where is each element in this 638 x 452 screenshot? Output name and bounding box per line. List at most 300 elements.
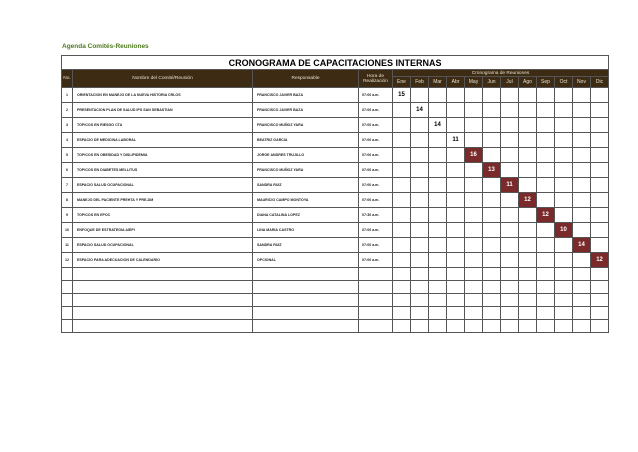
row-time: 07:00 a.m. xyxy=(359,193,393,208)
empty-cell xyxy=(573,294,591,307)
schedule-cell xyxy=(411,118,429,133)
empty-cell xyxy=(411,307,429,320)
row-time: 07:00 a.m. xyxy=(359,178,393,193)
schedule-cell xyxy=(393,238,411,253)
sheet-label: Agenda Comités-Reuniones xyxy=(62,43,149,50)
schedule-table xyxy=(61,55,609,333)
empty-cell xyxy=(537,294,555,307)
schedule-cell xyxy=(483,193,501,208)
row-name: ESPACIO SALUD OCUPACIONAL xyxy=(73,178,253,193)
row-responsible: FRANCISCO JAVIER BAZA xyxy=(253,103,359,118)
empty-cell xyxy=(519,281,537,294)
schedule-day: 11 xyxy=(447,133,465,148)
empty-cell xyxy=(411,281,429,294)
empty-cell xyxy=(447,268,465,281)
empty-cell xyxy=(537,281,555,294)
header-responsible: Responsable xyxy=(253,70,359,88)
empty-cell xyxy=(253,307,359,320)
row-number: 5 xyxy=(62,148,73,163)
schedule-cell xyxy=(465,163,483,178)
schedule-cell xyxy=(447,88,465,103)
header-month: Abr xyxy=(447,77,465,88)
row-responsible: FRANCISCO JAVIER BAZA xyxy=(253,88,359,103)
empty-cell xyxy=(591,294,609,307)
schedule-cell xyxy=(537,193,555,208)
empty-row xyxy=(62,281,609,294)
schedule-cell xyxy=(393,163,411,178)
empty-cell xyxy=(555,307,573,320)
schedule-cell xyxy=(393,133,411,148)
empty-cell xyxy=(501,307,519,320)
empty-cell xyxy=(62,268,73,281)
schedule-cell xyxy=(483,223,501,238)
empty-cell xyxy=(393,281,411,294)
row-responsible: OPCIONAL xyxy=(253,253,359,268)
empty-row xyxy=(62,268,609,281)
header-no: No. xyxy=(62,70,73,88)
schedule-cell xyxy=(591,193,609,208)
empty-cell xyxy=(483,268,501,281)
empty-cell xyxy=(359,320,393,333)
row-number: 8 xyxy=(62,193,73,208)
row-time: 07:00 a.m. xyxy=(359,148,393,163)
schedule-cell xyxy=(519,88,537,103)
schedule-cell xyxy=(537,88,555,103)
schedule-cell xyxy=(573,88,591,103)
empty-row xyxy=(62,294,609,307)
schedule-cell xyxy=(411,178,429,193)
empty-cell xyxy=(359,268,393,281)
empty-cell xyxy=(73,268,253,281)
schedule-cell xyxy=(393,223,411,238)
header-time xyxy=(359,70,393,88)
empty-cell xyxy=(501,320,519,333)
empty-cell xyxy=(483,294,501,307)
schedule-cell xyxy=(483,88,501,103)
empty-cell xyxy=(447,307,465,320)
schedule-cell xyxy=(501,148,519,163)
schedule-cell xyxy=(501,133,519,148)
row-time: 07:00 a.m. xyxy=(359,223,393,238)
schedule-cell xyxy=(537,253,555,268)
empty-cell xyxy=(253,294,359,307)
table-row xyxy=(62,223,609,238)
empty-cell xyxy=(411,294,429,307)
schedule-cell xyxy=(393,118,411,133)
empty-cell xyxy=(501,281,519,294)
table-row xyxy=(62,238,609,253)
empty-cell xyxy=(555,320,573,333)
schedule-cell xyxy=(555,163,573,178)
schedule-cell xyxy=(573,118,591,133)
row-time: 07:00 a.m. xyxy=(359,253,393,268)
schedule-day: 11 xyxy=(501,178,519,193)
empty-cell xyxy=(573,320,591,333)
empty-cell xyxy=(62,281,73,294)
row-time: 07:00 a.m. xyxy=(359,163,393,178)
empty-cell xyxy=(483,307,501,320)
schedule-cell xyxy=(519,133,537,148)
schedule-cell xyxy=(429,103,447,118)
schedule-cell xyxy=(483,148,501,163)
schedule-cell xyxy=(411,193,429,208)
empty-cell xyxy=(73,281,253,294)
row-name: ESPACIO SALUD OCUPACIONAL xyxy=(73,238,253,253)
schedule-cell xyxy=(411,238,429,253)
schedule-cell xyxy=(591,238,609,253)
schedule-cell xyxy=(465,133,483,148)
schedule-cell xyxy=(465,103,483,118)
empty-cell xyxy=(73,307,253,320)
empty-cell xyxy=(62,294,73,307)
row-responsible: MAURICIO CAMPO MONTOYA xyxy=(253,193,359,208)
row-name: TOPICOS EN OBESIDAD Y DISLIPIDEMIA xyxy=(73,148,253,163)
empty-cell xyxy=(429,320,447,333)
row-time: 07:30 a.m. xyxy=(359,208,393,223)
row-number: 12 xyxy=(62,253,73,268)
table-row xyxy=(62,193,609,208)
schedule-cell xyxy=(393,148,411,163)
schedule-cell xyxy=(519,103,537,118)
schedule-cell xyxy=(483,208,501,223)
schedule-cell xyxy=(501,163,519,178)
schedule-cell xyxy=(537,178,555,193)
row-responsible: FRANCISCO MUÑOZ YARA xyxy=(253,163,359,178)
schedule-cell xyxy=(519,163,537,178)
schedule-cell xyxy=(573,223,591,238)
header-month: Oct xyxy=(555,77,573,88)
empty-cell xyxy=(555,268,573,281)
schedule-cell xyxy=(555,208,573,223)
schedule-cell xyxy=(465,253,483,268)
empty-cell xyxy=(519,320,537,333)
schedule-day: 13 xyxy=(483,163,501,178)
row-number: 10 xyxy=(62,223,73,238)
schedule-cell xyxy=(537,118,555,133)
schedule-cell xyxy=(501,103,519,118)
schedule-cell xyxy=(573,208,591,223)
schedule-cell xyxy=(483,238,501,253)
empty-cell xyxy=(537,307,555,320)
empty-cell xyxy=(447,294,465,307)
schedule-cell xyxy=(555,118,573,133)
header-time-line2: Realización xyxy=(363,78,388,84)
row-responsible: SANDRA RUIZ xyxy=(253,178,359,193)
row-responsible: JORGE ANDRES TRUJILLO xyxy=(253,148,359,163)
schedule-cell xyxy=(555,148,573,163)
row-name: TOPICOS EN RIESGO CTA xyxy=(73,118,253,133)
empty-cell xyxy=(537,268,555,281)
header-month: Feb xyxy=(411,77,429,88)
row-name: PRESENTACION PLAN DE SALUD IPS SAN SEBASTIAN xyxy=(73,103,253,118)
schedule-cell xyxy=(501,193,519,208)
schedule-cell xyxy=(483,253,501,268)
schedule-cell xyxy=(429,193,447,208)
schedule-cell xyxy=(393,193,411,208)
schedule-day: 14 xyxy=(411,103,429,118)
schedule-cell xyxy=(483,103,501,118)
schedule-cell xyxy=(447,103,465,118)
row-name: TOPICOS EN EPOC xyxy=(73,208,253,223)
schedule-cell xyxy=(465,118,483,133)
schedule-cell xyxy=(591,148,609,163)
schedule-cell xyxy=(501,88,519,103)
header-month: Dic xyxy=(591,77,609,88)
schedule-cell xyxy=(519,118,537,133)
schedule-cell xyxy=(429,223,447,238)
header-schedule: Cronograma de Reuniones xyxy=(393,70,609,77)
row-name: ESPACIO DE MEDICINA LABORAL xyxy=(73,133,253,148)
empty-cell xyxy=(555,281,573,294)
empty-cell xyxy=(253,268,359,281)
schedule-cell xyxy=(411,88,429,103)
schedule-cell xyxy=(519,238,537,253)
header-month: Jul xyxy=(501,77,519,88)
empty-cell xyxy=(393,294,411,307)
schedule-cell xyxy=(537,223,555,238)
schedule-cell xyxy=(591,163,609,178)
schedule-cell xyxy=(447,148,465,163)
schedule-cell xyxy=(429,178,447,193)
schedule-cell xyxy=(447,193,465,208)
schedule-cell xyxy=(465,193,483,208)
table-row xyxy=(62,178,609,193)
empty-cell xyxy=(429,281,447,294)
header-month: Ene xyxy=(393,77,411,88)
empty-cell xyxy=(591,281,609,294)
schedule-cell xyxy=(555,193,573,208)
schedule-cell xyxy=(555,103,573,118)
header-month: Mar xyxy=(429,77,447,88)
schedule-day: 10 xyxy=(555,223,573,238)
row-time: 07:00 a.m. xyxy=(359,103,393,118)
header-month: Ago xyxy=(519,77,537,88)
empty-cell xyxy=(393,320,411,333)
header-month: Jun xyxy=(483,77,501,88)
row-responsible: FRANCISCO MUÑOZ YARA xyxy=(253,118,359,133)
row-number: 9 xyxy=(62,208,73,223)
header-month: Sep xyxy=(537,77,555,88)
empty-cell xyxy=(573,307,591,320)
empty-cell xyxy=(429,268,447,281)
table-row xyxy=(62,133,609,148)
schedule-cell xyxy=(591,223,609,238)
empty-cell xyxy=(62,307,73,320)
row-responsible: LINA MARIA CASTRO xyxy=(253,223,359,238)
empty-cell xyxy=(519,294,537,307)
empty-cell xyxy=(429,294,447,307)
schedule-cell xyxy=(573,163,591,178)
header-name: Nombre del Comité/Reunión xyxy=(73,70,253,88)
schedule-cell xyxy=(483,133,501,148)
row-time: 07:00 a.m. xyxy=(359,118,393,133)
empty-cell xyxy=(591,268,609,281)
schedule-cell xyxy=(573,148,591,163)
empty-cell xyxy=(573,268,591,281)
row-time: 07:00 a.m. xyxy=(359,238,393,253)
table-row xyxy=(62,88,609,103)
row-name: TOPICOS EN DIABETES MELLITUS xyxy=(73,163,253,178)
empty-cell xyxy=(411,268,429,281)
row-name: ENFOQUE DE ESTRATEGIA AIEPI xyxy=(73,223,253,238)
schedule-cell xyxy=(501,253,519,268)
empty-cell xyxy=(483,320,501,333)
empty-cell xyxy=(359,294,393,307)
empty-cell xyxy=(501,268,519,281)
empty-cell xyxy=(519,307,537,320)
row-time: 07:00 a.m. xyxy=(359,88,393,103)
schedule-cell xyxy=(429,148,447,163)
empty-cell xyxy=(555,294,573,307)
empty-cell xyxy=(253,281,359,294)
schedule-cell xyxy=(501,238,519,253)
empty-cell xyxy=(465,281,483,294)
schedule-cell xyxy=(573,193,591,208)
table-row xyxy=(62,148,609,163)
schedule-day: 12 xyxy=(591,253,609,268)
empty-cell xyxy=(411,320,429,333)
schedule-cell xyxy=(519,208,537,223)
empty-cell xyxy=(591,307,609,320)
empty-cell xyxy=(465,320,483,333)
empty-cell xyxy=(73,320,253,333)
row-name: ESPACIO PARA ADECUACION DE CALENDARIO xyxy=(73,253,253,268)
empty-cell xyxy=(62,320,73,333)
schedule-cell xyxy=(501,223,519,238)
schedule-cell xyxy=(519,178,537,193)
schedule-cell xyxy=(411,163,429,178)
schedule-cell xyxy=(447,163,465,178)
schedule-cell xyxy=(573,178,591,193)
empty-row xyxy=(62,320,609,333)
empty-cell xyxy=(519,268,537,281)
empty-cell xyxy=(359,307,393,320)
schedule-cell xyxy=(537,163,555,178)
schedule-cell xyxy=(573,253,591,268)
empty-cell xyxy=(447,281,465,294)
schedule-day: 16 xyxy=(465,148,483,163)
table-row xyxy=(62,163,609,178)
schedule-cell xyxy=(411,253,429,268)
header-time-line1: Hora de xyxy=(366,73,385,79)
schedule-cell xyxy=(411,148,429,163)
row-name: MANEJO DEL PACIENTE PREHTA Y PRE-DM xyxy=(73,193,253,208)
empty-cell xyxy=(483,281,501,294)
schedule-day: 14 xyxy=(429,118,447,133)
schedule-cell xyxy=(519,223,537,238)
schedule-cell xyxy=(537,148,555,163)
empty-cell xyxy=(359,281,393,294)
row-number: 4 xyxy=(62,133,73,148)
schedule-cell xyxy=(591,103,609,118)
schedule-cell xyxy=(591,178,609,193)
schedule-cell xyxy=(429,163,447,178)
row-responsible: DIANA CATALINA LOPEZ xyxy=(253,208,359,223)
table-row xyxy=(62,208,609,223)
row-number: 2 xyxy=(62,103,73,118)
row-responsible: SANDRA RUIZ xyxy=(253,238,359,253)
empty-cell xyxy=(253,320,359,333)
schedule-cell xyxy=(429,133,447,148)
empty-cell xyxy=(591,320,609,333)
empty-cell xyxy=(73,294,253,307)
schedule-cell xyxy=(447,208,465,223)
table-row xyxy=(62,253,609,268)
schedule-cell xyxy=(591,208,609,223)
schedule-day: 12 xyxy=(519,193,537,208)
schedule-cell xyxy=(555,253,573,268)
row-time: 07:00 a.m. xyxy=(359,133,393,148)
schedule-cell xyxy=(537,238,555,253)
empty-cell xyxy=(501,294,519,307)
schedule-cell xyxy=(483,178,501,193)
schedule-cell xyxy=(537,133,555,148)
empty-cell xyxy=(465,268,483,281)
schedule-cell xyxy=(591,88,609,103)
schedule-cell xyxy=(393,208,411,223)
schedule-cell xyxy=(573,103,591,118)
row-number: 11 xyxy=(62,238,73,253)
schedule-cell xyxy=(465,88,483,103)
schedule-cell xyxy=(447,253,465,268)
table-title: CRONOGRAMA DE CAPACITACIONES INTERNAS xyxy=(62,56,609,70)
schedule-cell xyxy=(501,208,519,223)
schedule-cell xyxy=(465,208,483,223)
schedule-cell xyxy=(555,238,573,253)
schedule-cell xyxy=(465,223,483,238)
schedule-cell xyxy=(555,88,573,103)
schedule-cell xyxy=(411,133,429,148)
table-row xyxy=(62,103,609,118)
schedule-cell xyxy=(519,148,537,163)
empty-cell xyxy=(429,307,447,320)
table-row xyxy=(62,118,609,133)
schedule-cell xyxy=(429,253,447,268)
row-number: 1 xyxy=(62,88,73,103)
row-number: 7 xyxy=(62,178,73,193)
schedule-cell xyxy=(429,238,447,253)
schedule-cell xyxy=(465,178,483,193)
schedule-cell xyxy=(447,118,465,133)
schedule-cell xyxy=(411,223,429,238)
empty-cell xyxy=(447,320,465,333)
schedule-cell xyxy=(447,223,465,238)
row-name: ORIENTACION EN MANEJO DE LA NUEVA HISTORIA CRLOS xyxy=(73,88,253,103)
schedule-day: 15 xyxy=(393,88,411,103)
schedule-cell xyxy=(501,118,519,133)
empty-cell xyxy=(573,281,591,294)
schedule-cell xyxy=(555,133,573,148)
schedule-day: 12 xyxy=(537,208,555,223)
schedule-cell xyxy=(591,133,609,148)
schedule-cell xyxy=(447,178,465,193)
empty-cell xyxy=(393,307,411,320)
header-month: Nov xyxy=(573,77,591,88)
schedule-cell xyxy=(393,253,411,268)
schedule-cell xyxy=(519,253,537,268)
empty-row xyxy=(62,307,609,320)
row-number: 6 xyxy=(62,163,73,178)
schedule-cell xyxy=(393,178,411,193)
header-month: May xyxy=(465,77,483,88)
schedule-day: 14 xyxy=(573,238,591,253)
empty-cell xyxy=(537,320,555,333)
row-number: 3 xyxy=(62,118,73,133)
empty-cell xyxy=(465,307,483,320)
schedule-cell xyxy=(591,118,609,133)
empty-cell xyxy=(465,294,483,307)
schedule-cell xyxy=(393,103,411,118)
